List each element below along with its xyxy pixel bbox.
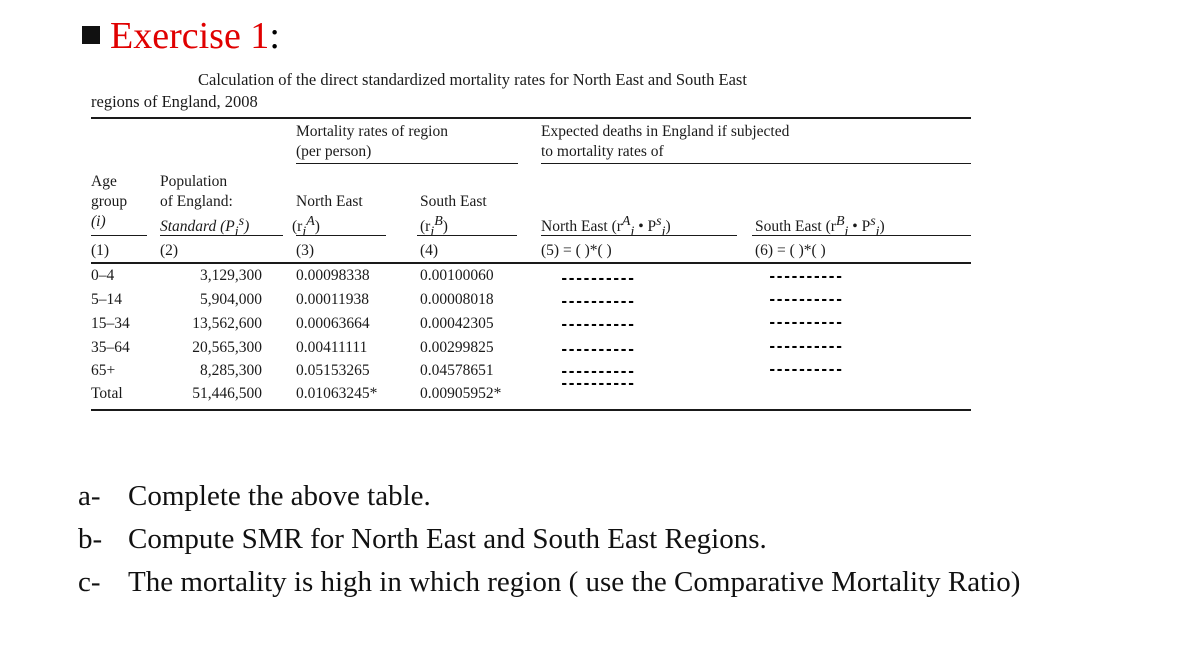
row-blank-expected-ne: ---------- xyxy=(560,364,635,380)
row-rate-north-east: 0.00098338 xyxy=(296,267,370,284)
row-population: 5,904,000 xyxy=(200,291,262,308)
col-rule-age xyxy=(91,235,147,236)
row-blank-expected-ne: ---------- xyxy=(560,317,635,333)
col-number-4: (4) xyxy=(420,242,439,259)
col-header-pop-line1: Population xyxy=(160,173,228,190)
col-header-age-line1: Age xyxy=(91,173,117,190)
row-rate-north-east: 0.01063245* xyxy=(296,385,378,402)
table-caption-line2: regions of England, 2008 xyxy=(91,92,258,111)
row-rate-north-east: 0.00011938 xyxy=(296,291,370,308)
exercise-colon: : xyxy=(269,15,280,57)
row-age: 15–34 xyxy=(91,315,130,332)
row-age: 35–64 xyxy=(91,339,130,356)
row-age: Total xyxy=(91,385,123,402)
question-text: Complete the above table. xyxy=(128,480,431,512)
row-blank-expected-ne: ---------- xyxy=(560,342,635,358)
col-header-ne-symbol: $(r_i^A)$ xyxy=(292,214,320,240)
question-label: a- xyxy=(78,480,101,512)
row-rate-north-east: 0.00063664 xyxy=(296,315,370,332)
row-rate-south-east: 0.00008018 xyxy=(420,291,494,308)
col-header-pop-line2: of England: xyxy=(160,193,233,210)
table-caption-line1: Calculation of the direct standardized mortality rates for North East and South East xyxy=(198,70,747,89)
col-number-5: (5) = ( )*( ) xyxy=(541,242,612,259)
table-bottom-rule xyxy=(91,409,971,411)
row-blank-expected-ne: ---------- xyxy=(560,294,635,310)
group-header-expected-line1: Expected deaths in England if subjected xyxy=(541,123,790,140)
row-blank-expected-se: ---------- xyxy=(768,362,843,378)
header-bottom-rule xyxy=(91,262,971,264)
row-population: 20,565,300 xyxy=(192,339,262,356)
question-a xyxy=(78,479,431,513)
row-population: 3,129,300 xyxy=(200,267,262,284)
row-rate-south-east: 0.00100060 xyxy=(420,267,494,284)
col-header-se-symbol: $(r_i^B)$ xyxy=(420,214,448,240)
row-blank-expected-se: ---------- xyxy=(768,315,843,331)
row-blank-expected-se: ---------- xyxy=(768,292,843,308)
row-rate-south-east: 0.04578651 xyxy=(420,362,494,379)
col-header-expected-se: South East ($r^B_i$ • $P^s_i$) xyxy=(755,214,885,240)
col-number-2: (2) xyxy=(160,242,179,259)
row-population: 8,285,300 xyxy=(200,362,262,379)
row-rate-south-east: 0.00299825 xyxy=(420,339,494,356)
row-rate-south-east: 0.00042305 xyxy=(420,315,494,332)
row-age: 0–4 xyxy=(91,267,115,284)
question-b xyxy=(78,522,767,556)
row-blank-expected-ne: ---------- xyxy=(560,271,635,287)
row-blank-expected-se: ---------- xyxy=(768,339,843,355)
row-population: 13,562,600 xyxy=(192,315,262,332)
col-number-1: (1) xyxy=(91,242,110,259)
col-header-expected-ne: North East ($r^A_i$ • $P^s_i$) xyxy=(541,214,671,240)
question-label: c- xyxy=(78,566,101,598)
question-text: Compute SMR for North East and South East Regions. xyxy=(128,523,767,555)
exercise-heading xyxy=(82,14,280,58)
col-number-3: (3) xyxy=(296,242,315,259)
square-bullet-icon xyxy=(82,26,100,44)
row-population: 51,446,500 xyxy=(192,385,262,402)
question-c xyxy=(78,565,1020,599)
question-text: The mortality is high in which region ( use the Comparative Mortality Ratio) xyxy=(128,566,1021,598)
table-top-rule xyxy=(91,117,971,119)
question-label: b- xyxy=(78,523,103,555)
row-rate-south-east: 0.00905952* xyxy=(420,385,502,402)
group-header-rates-line2: (per person) xyxy=(296,143,372,160)
group-header-rates-line1: Mortality rates of region xyxy=(296,123,448,140)
group-header-expected-line2: to mortality rates of xyxy=(541,143,664,160)
row-rate-north-east: 0.00411111 xyxy=(296,339,368,356)
row-rate-north-east: 0.05153265 xyxy=(296,362,370,379)
exercise-title: Exercise 1 xyxy=(110,15,270,57)
row-blank-expected-se: ---------- xyxy=(768,269,843,285)
col-header-se-label: South East xyxy=(420,193,487,210)
col-header-age-line2: group xyxy=(91,193,128,210)
row-age: 65+ xyxy=(91,362,116,379)
col-number-6: (6) = ( )*( ) xyxy=(755,242,826,259)
row-age: 5–14 xyxy=(91,291,122,308)
col-header-ne-label: North East xyxy=(296,193,363,210)
col-header-pop-line3: Standard $(P_i^s)$ xyxy=(160,214,250,240)
group-rule-expected xyxy=(541,163,971,164)
row-blank-expected-ne: ---------- xyxy=(560,376,635,392)
col-header-age-line3: (i) xyxy=(91,213,106,230)
group-rule-rates xyxy=(296,163,518,164)
